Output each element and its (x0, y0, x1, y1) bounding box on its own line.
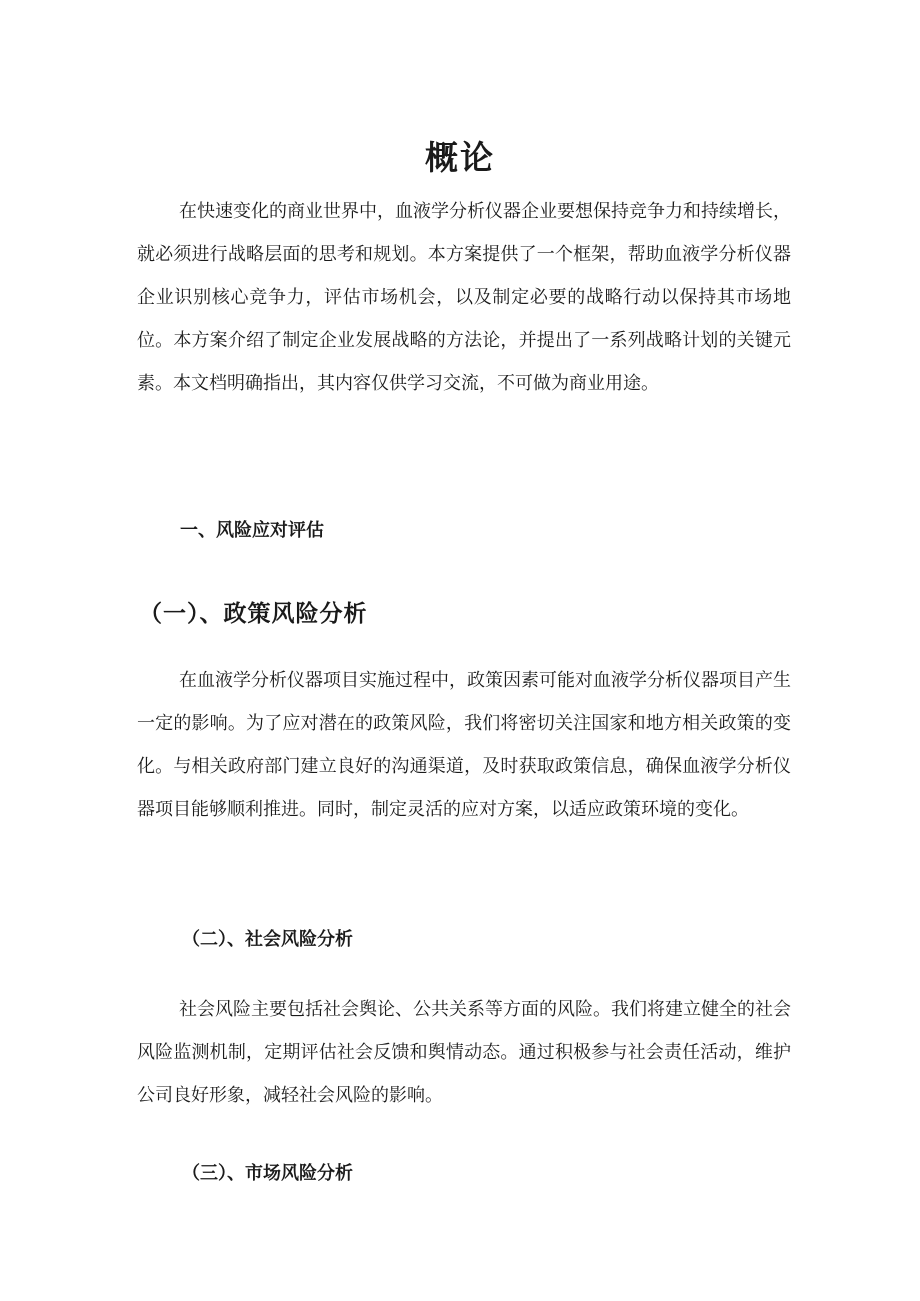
subsection-heading-market-risk: （三）、市场风险分析 (182, 1163, 353, 1184)
document-title: 概论 (425, 138, 495, 178)
subsection-heading-policy-risk: （一）、政策风险分析 (139, 600, 368, 627)
intro-paragraph: 在快速变化的商业世界中，血液学分析仪器企业要想保持竞争力和持续增长，就必须进行战略层面的思考和规划。本方案提供了一个框架，帮助血液学分析仪器企业识别核心竞争力，评估市场机会，以及制定必要的战略行动以保持其市场地位。本方案介绍了制定企业发展战略的方法论，并提出了一系列战略计划的关键元素。本文档明确指出，其内容仅供学习交流，不可做为商业用途。 (137, 201, 791, 394)
section-heading-risk-assessment: 一、风险应对评估 (180, 520, 324, 541)
subsection-heading-social-risk: （二）、社会风险分析 (182, 929, 353, 950)
policy-risk-paragraph: 在血液学分析仪器项目实施过程中，政策因素可能对血液学分析仪器项目产生一定的影响。为了应对潜在的政策风险，我们将密切关注国家和地方相关政策的变化。与相关政府部门建立良好的沟通渠道，及时获取政策信息，确保血液学分析仪器项目能够顺利推进。同时，制定灵活的应对方案，以适应政策环境的变化。 (137, 670, 791, 820)
social-risk-paragraph: 社会风险主要包括社会舆论、公共关系等方面的风险。我们将建立健全的社会风险监测机制，定期评估社会反馈和舆情动态。通过积极参与社会责任活动，维护公司良好形象，减轻社会风险的影响。 (137, 999, 791, 1106)
